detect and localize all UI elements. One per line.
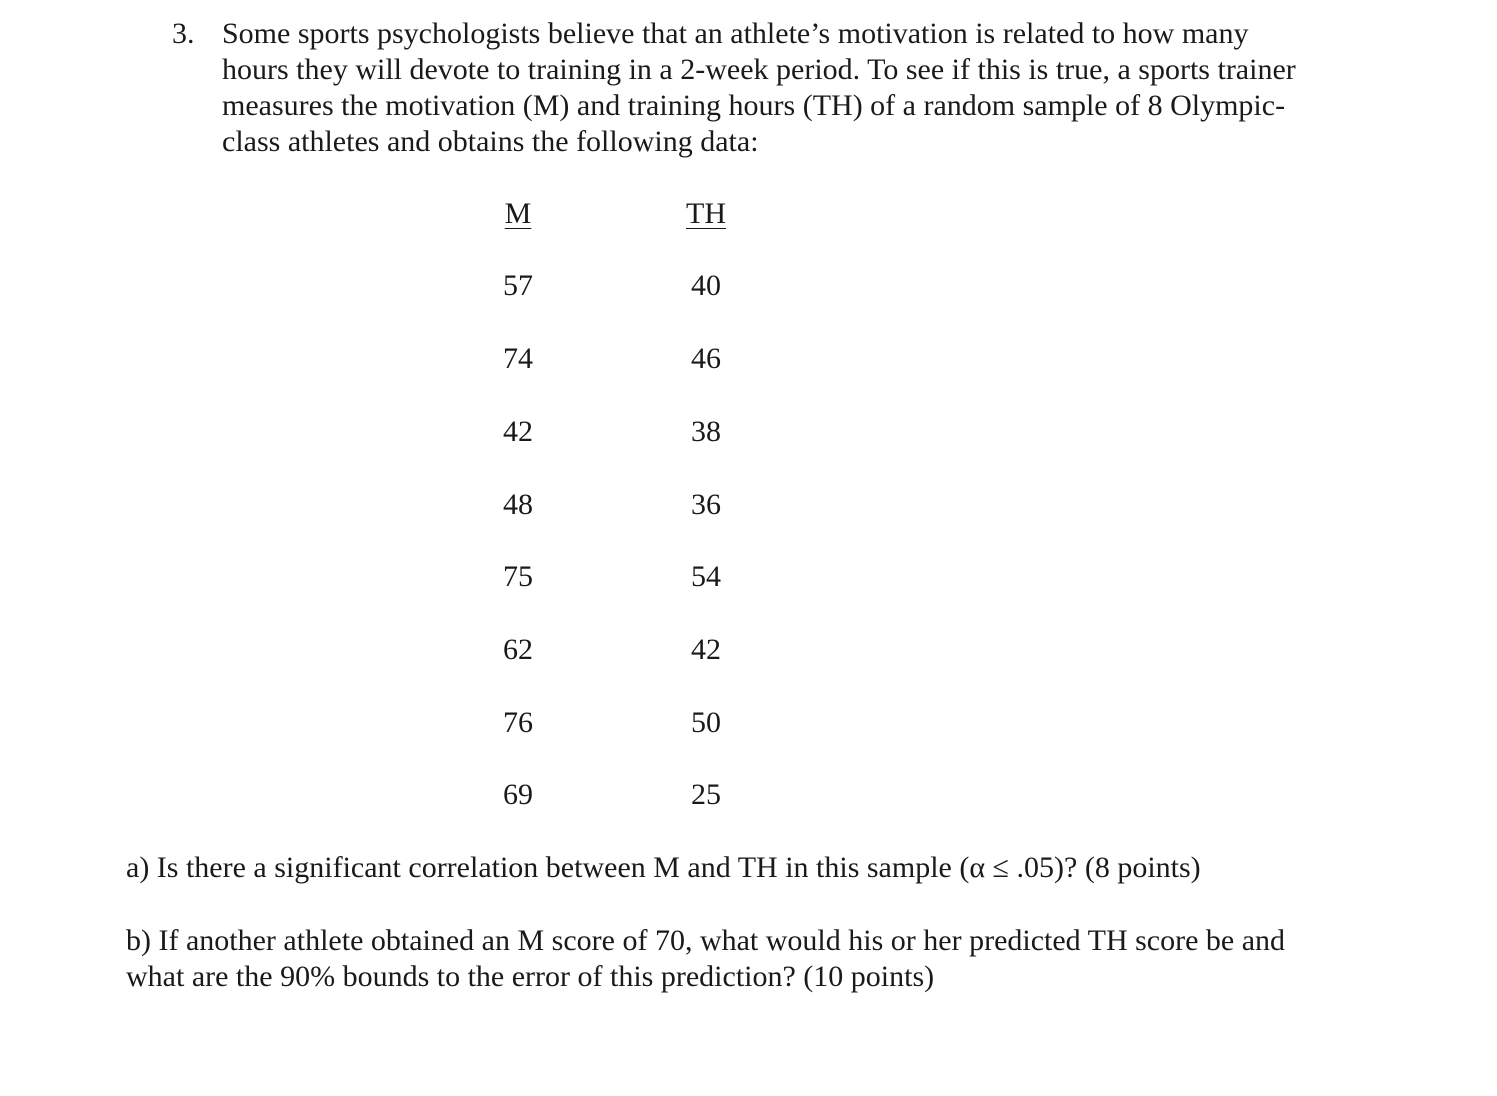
- part-a-question: a) Is there a significant correlation between M and TH in this sample (α ≤ .05)? (8 points): [126, 851, 1201, 884]
- table-cell-th: 42: [691, 633, 721, 666]
- table-cell-th: 36: [691, 488, 721, 521]
- table-cell-m: 57: [503, 269, 533, 302]
- part-b-line: what are the 90% bounds to the error of this prediction? (10 points): [126, 960, 935, 993]
- table-cell-m: 74: [503, 342, 533, 375]
- intro-line: measures the motivation (M) and training hours (TH) of a random sample of 8 Olympic-: [222, 89, 1286, 122]
- intro-line: hours they will devote to training in a 2-week period. To see if this is true, a sports trainer: [222, 53, 1296, 86]
- table-cell-m: 76: [503, 706, 533, 739]
- intro-line: class athletes and obtains the following data:: [222, 125, 759, 158]
- table-cell-th: 40: [691, 269, 721, 302]
- question-number: 3.: [172, 17, 195, 50]
- table-cell-th: 50: [691, 706, 721, 739]
- table-cell-th: 46: [691, 342, 721, 375]
- intro-line: Some sports psychologists believe that an athlete’s motivation is related to how many: [222, 17, 1249, 50]
- table-cell-m: 69: [503, 778, 533, 811]
- table-cell-m: 75: [503, 560, 533, 593]
- table-cell-m: 62: [503, 633, 533, 666]
- table-cell-th: 54: [691, 560, 721, 593]
- table-cell-th: 38: [691, 415, 721, 448]
- table-header-m: M: [504, 197, 532, 230]
- table-cell-m: 48: [503, 488, 533, 521]
- part-b-line: b) If another athlete obtained an M score of 70, what would his or her predicted TH score be and: [126, 924, 1286, 957]
- table-cell-m: 42: [503, 415, 533, 448]
- table-header-th: TH: [686, 197, 726, 230]
- table-cell-th: 25: [691, 778, 721, 811]
